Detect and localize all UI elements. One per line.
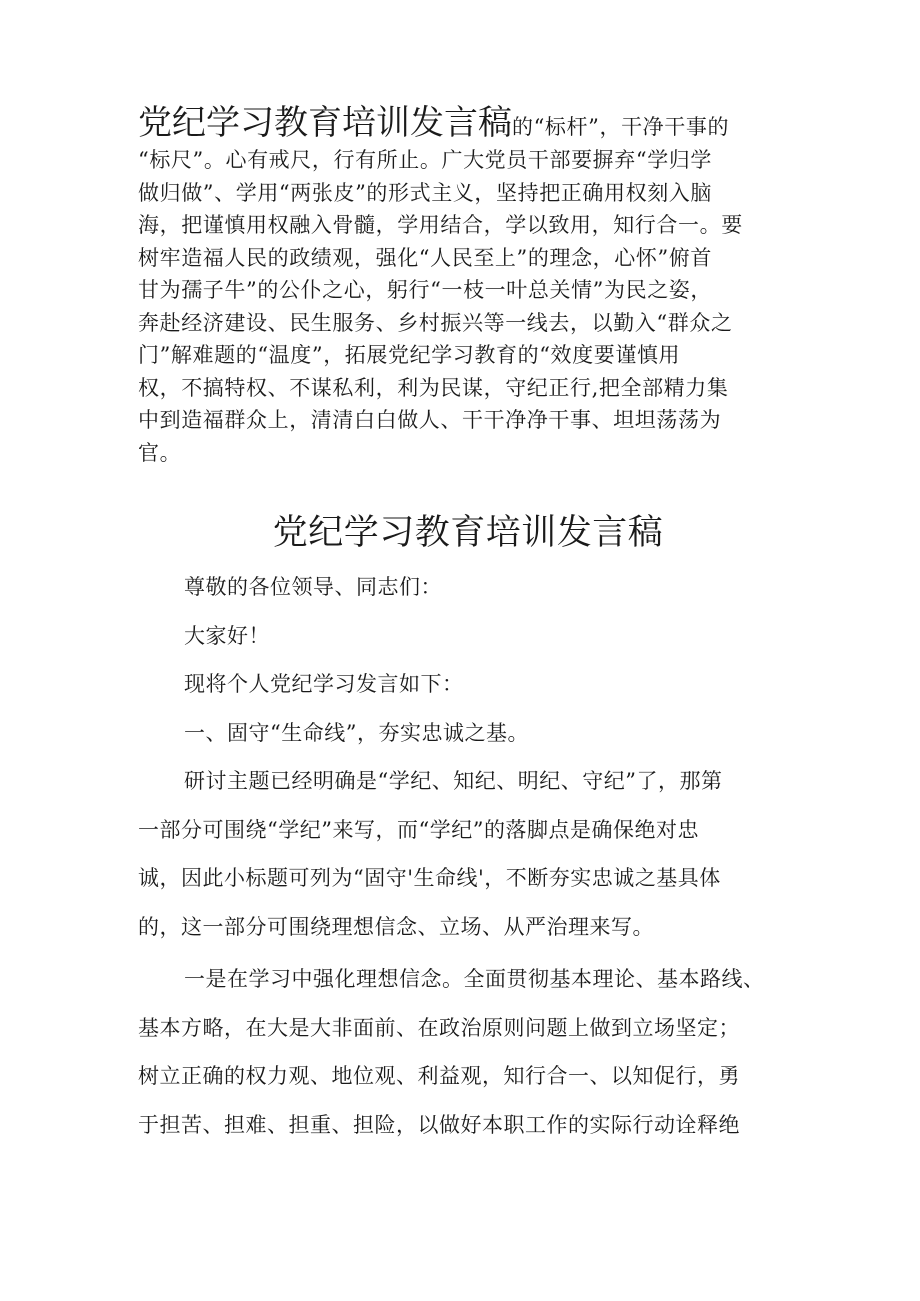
- paragraph-line: 的，这一部分可围绕理想信念、立场、从严治理来写。: [138, 914, 654, 939]
- fragment-line: 甘为孺子牛”的公仆之心，躬行“一枝一叶总关情”为民之姿，: [138, 278, 713, 302]
- fragment-line: 中到造福群众上，清清白白做人、干干净净干事、坦坦荡荡为: [138, 408, 722, 432]
- document-title: 党纪学习教育培训发言稿: [272, 513, 664, 553]
- paragraph-line: 一部分可围绕“学纪”来写，而“学纪”的落脚点是确保绝对忠: [138, 817, 699, 842]
- paragraph-line: 一是在学习中强化理想信念。全面贯彻基本理论、基本路线、: [184, 967, 765, 991]
- paragraph-line: 树立正确的权力观、地位观、利益观，知行合一、以知促行，勇: [138, 1064, 740, 1088]
- paragraph-line: 研讨主题已经明确是“学纪、知纪、明纪、守纪”了，那第: [184, 769, 723, 793]
- fragment-line: 做归做”、学用“两张皮”的形式主义，坚持把正确用权刻入脑: [138, 180, 713, 205]
- fragment-inline-title: 党纪学习教育培训发言稿: [138, 103, 512, 143]
- section-heading: 一、固守“生命线”，夯实忠诚之基。: [184, 720, 529, 745]
- fragment-line: 奔赴经济建设、民生服务、乡村振兴等一线去，以勤入“群众之: [138, 310, 733, 335]
- paragraph-2: [138, 955, 810, 1149]
- salutation: 尊敬的各位领导、同志们：: [184, 575, 442, 599]
- document-body: [138, 563, 810, 1149]
- fragment-line: 海，把谨慎用权融入骨髓，学用结合，学以致用，知行合一。要: [138, 213, 743, 237]
- paragraph-1: [138, 757, 810, 951]
- intro-line: 现将个人党纪学习发言如下：: [184, 672, 464, 696]
- fragment-first-line: [138, 102, 798, 144]
- fragment-first-line-text: 的“标杆”，干净干事的: [512, 115, 730, 139]
- greeting: 大家好！: [184, 623, 270, 648]
- fragment-line: 官。: [138, 440, 182, 465]
- paragraph-line: 基本方略，在大是大非面前、在政治原则问题上做到立场坚定；: [138, 1015, 740, 1040]
- paragraph-line: 诚，因此小标题可列为“固守'生命线'，不断夯实忠诚之基具体: [138, 866, 721, 890]
- fragment-line: 门”解难题的“温度”，拓展党纪学习教育的“效度要谨慎用: [138, 343, 681, 367]
- fragment-line: 权，不搞特权、不谋私利，利为民谋，守纪正行,把全部精力集: [138, 375, 729, 400]
- paragraph-line: 于担苦、担难、担重、担险，以做好本职工作的实际行动诠释绝: [138, 1112, 740, 1137]
- fragment-line: “标尺”。心有戒尺，行有所止。广大党员干部要摒弃“学归学: [138, 148, 713, 172]
- previous-page-fragment: [138, 102, 798, 469]
- fragment-line: 树牢造福人民的政绩观，强化“人民至上”的理念，心怀”俯首: [138, 245, 713, 270]
